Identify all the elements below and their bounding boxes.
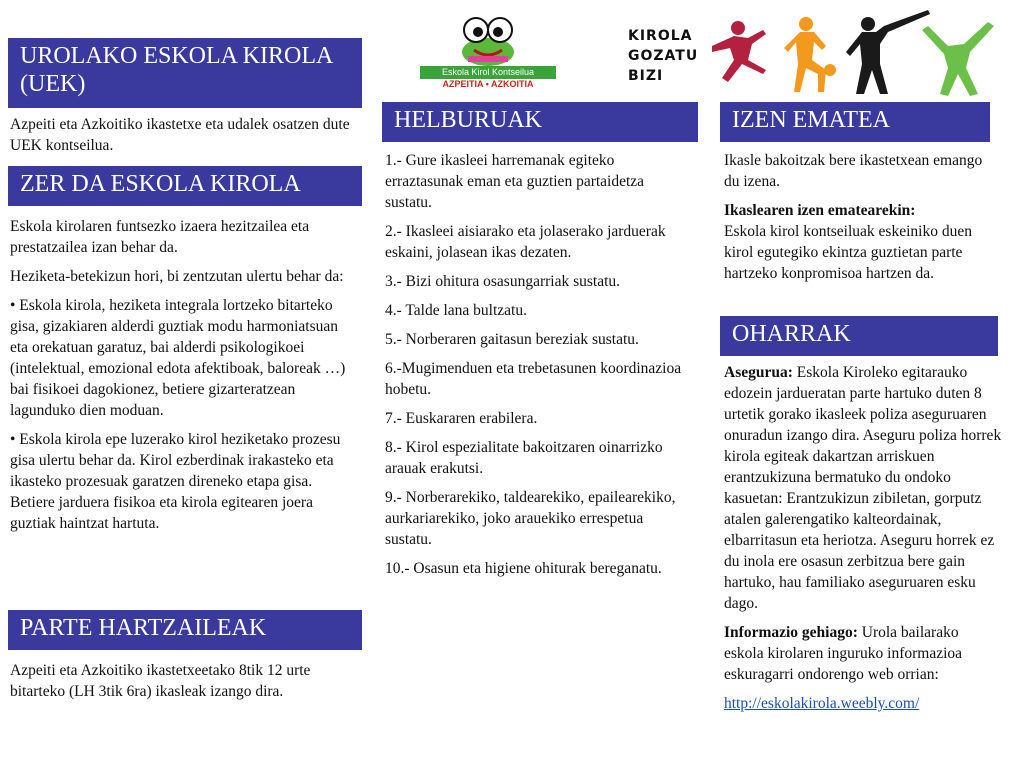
uek-text: Azpeiti eta Azkoitiko ikastetxe eta udalek osatzen dute UEK kontseilua. [10, 116, 350, 154]
zer-da-title [8, 166, 362, 206]
izen-ematea-title [720, 102, 990, 142]
zer-da-paragraph-4: • Eskola kirola epe luzerako kirol heziketako prozesu gisa ulertu behar da. Kirol ezberdinak irakasteko eta ikasteko prozesuak garatzen direneko etapa gisa. Betiere jarduera fisikoa eta kirola egitearen joera guztiak haintzat hartuta. [10, 431, 341, 532]
web-link-paragraph [724, 693, 1002, 714]
slogan-line-2: GOZATU [628, 48, 699, 64]
football-figure-icon [784, 17, 836, 92]
zer-da-body [10, 216, 358, 542]
parte-hartzaileak-title-text: PARTE HARTZAILEAK [20, 615, 267, 641]
izen-ematea-bold-label: Ikaslearen izen ematearekin: [724, 202, 916, 219]
zer-da-paragraph-3: • Eskola kirola, heziketa integrala lortzeko bitarteko gisa, gizakiaren alderdi guztiak modu harmoniatsuan eta orekatuan garatuz, bai alderdi psikologikoei (intelektual, emozional edota afektiboak, baloreak …) bai fisikoei dagokionez, betiere gizarteratzean lagunduko dien moduan. [10, 297, 346, 419]
asegurua-text: Eskola Kiroleko egitarauko edozein jardueratan parte hartuko duten 8 urtetik gorako ikasleek poliza aseguruaren onuradun izango dira. Aseguru poliza horrek kirola egiteak dakartzan arriskuen erantzukizuna bermatuko du ondoko kasuetan: Erantzukizun zibiletan, gorputz atalen galerengatiko kalteordainak, elbarritasun eta heriotza. Aseguru horrek ez du inola ere osasun zerbitzua bere gain hartuko, hau familiako aseguruaren esku dago. [724, 364, 1002, 612]
eskola-kirol-logo [420, 16, 556, 88]
informazioa-label: Informazio gehiago: [724, 624, 858, 641]
parte-hartzaileak-text: Azpeiti eta Azkoitiko ikastetxeetako 8tik 12 urte bitarteko (LH 3tik 6ra) ikasleak izango dira. [10, 662, 311, 700]
cartwheel-figure-icon [922, 22, 994, 96]
helburu-item: 3.- Bizi ohitura osasungarriak sustatu. [385, 273, 621, 290]
oharrak-body [724, 362, 1002, 722]
helburu-item: 9.- Norberarekiko, taldearekiko, epailearekiko, aurkariarekiko, joko arauekiko errespetua sustatu. [385, 489, 676, 548]
helburu-item: 5.- Norberaren gaitasun bereziak sustatu. [385, 331, 639, 348]
frog-mascot-icon [420, 16, 556, 68]
uek-title [8, 38, 362, 108]
izen-ematea-paragraph-2 [724, 200, 994, 284]
parte-hartzaileak-body [10, 660, 340, 710]
oharrak-title [720, 316, 998, 356]
helburu-item: 2.- Ikasleei aisiarako eta jolaserako jarduerak eskaini, jolasean ikas dezaten. [385, 223, 666, 261]
helburu-item: 10.- Osasun eta higiene ohiturak bereganatu. [385, 560, 662, 577]
parte-hartzaileak-title [8, 610, 362, 650]
helburuak-title [382, 102, 698, 142]
informazioa-text: Urola bailarako eskola kirolaren inguruko informazioa eskuragarri ondorengo web orrian: [724, 624, 963, 683]
helburu-item: 1.- Gure ikasleei harremanak egiteko erraztasunak eman eta guztien partaidetza sustatu. [385, 152, 645, 211]
zer-da-paragraph-1: Eskola kirolaren funtsezko izaera hezitzailea eta prestatzailea izan behar da. [10, 218, 310, 256]
izen-ematea-body [724, 150, 994, 292]
sport-figures-illustration [708, 8, 1008, 100]
izen-ematea-paragraph-1: Ikasle bakoitzak bere ikastetxean emango du izena. [724, 152, 983, 190]
slogan-line-3: BIZI [628, 68, 664, 84]
slogan [628, 26, 698, 86]
slogan-line-1: KIROLA [628, 28, 693, 44]
helburu-item: 4.- Talde lana bultzatu. [385, 302, 527, 319]
logo-name: Eskola Kirol Kontseilua [420, 66, 556, 79]
oharrak-paragraph-2 [724, 622, 1002, 685]
helburuak-list [385, 150, 685, 587]
zer-da-title-text: ZER DA ESKOLA KIROLA [20, 171, 301, 197]
asegurua-label: Asegurua: [724, 364, 793, 381]
zer-da-paragraph-2: Heziketa-betekizun hori, bi zentzutan ulertu behar da: [10, 268, 344, 285]
oharrak-title-text: OHARRAK [732, 321, 851, 347]
web-link[interactable]: http://eskolakirola.weebly.com/ [724, 695, 920, 712]
uek-description [10, 114, 362, 164]
fencing-figure-icon [846, 10, 930, 94]
jumping-figure-icon [712, 21, 766, 82]
uek-title-text: UROLAKO ESKOLA KIROLA (UEK) [20, 43, 332, 97]
helburu-item: 8.- Kirol espezialitate bakoitzaren oinarrizko arauak erakutsi. [385, 439, 663, 477]
helburu-item: 7.- Euskararen erabilera. [385, 410, 538, 427]
helburuak-title-text: HELBURUAK [394, 107, 542, 133]
oharrak-paragraph-1 [724, 362, 1002, 614]
izen-ematea-title-text: IZEN EMATEA [732, 107, 890, 133]
helburu-item: 6.-Mugimenduen eta trebetasunen koordinazioa hobetu. [385, 360, 682, 398]
izen-ematea-paragraph-2-text: Eskola kirol kontseiluak eskeiniko duen kirol egutegiko ekintza guztietan parte hartzeko konpromisoa hartzen da. [724, 223, 972, 282]
logo-subtitle: AZPEITIA • AZKOITIA [442, 79, 534, 89]
